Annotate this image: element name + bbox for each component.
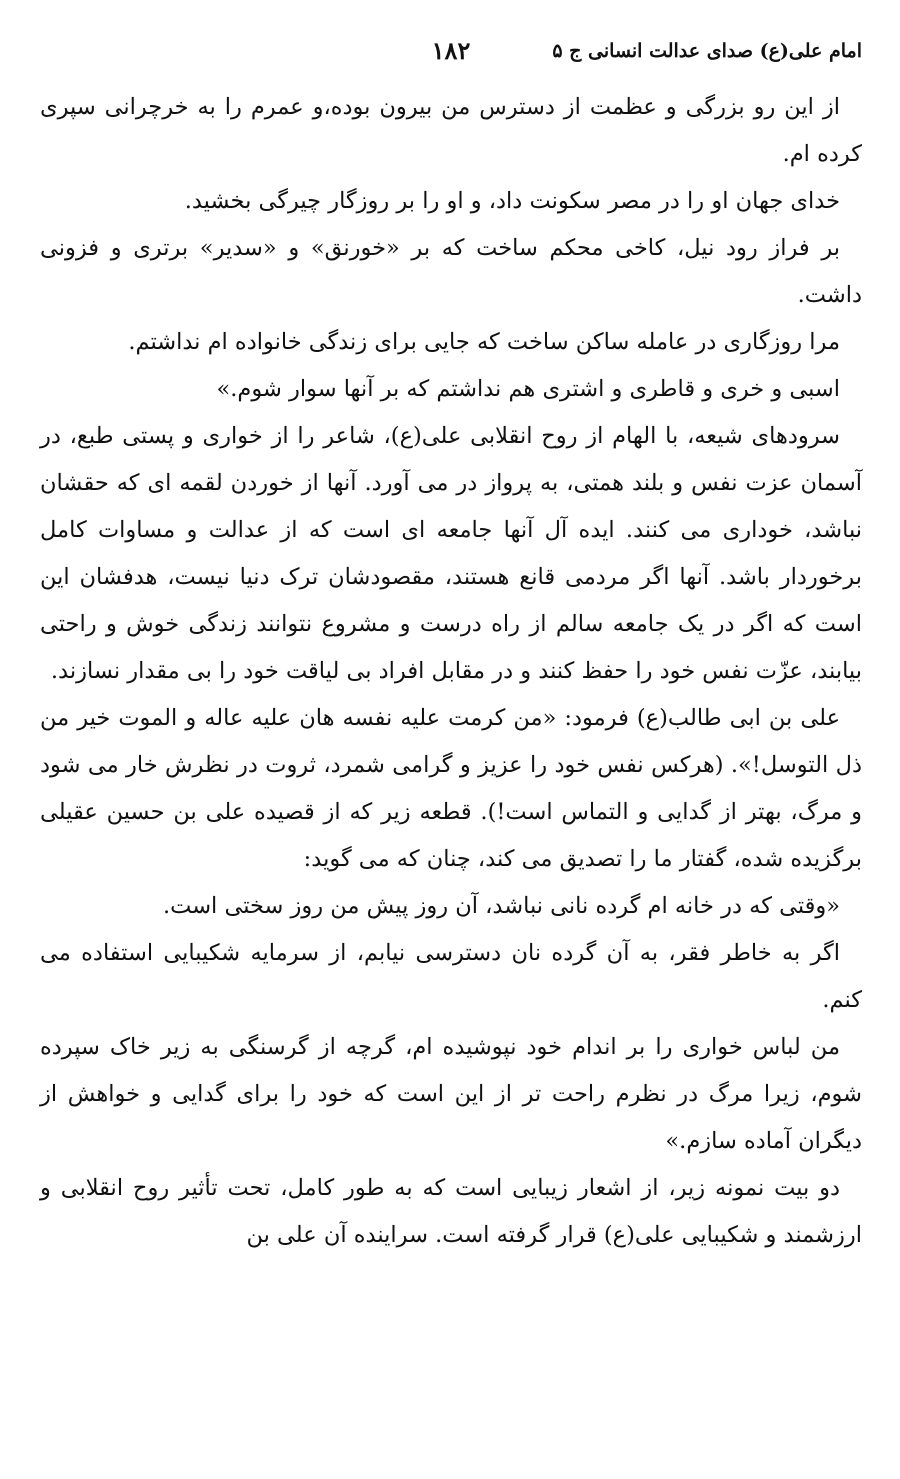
paragraph-poem-line-2: اگر به خاطر فقر، به آن گرده نان دسترسی نیابم، از سرمایه شکیبایی استفاده می کنم. bbox=[40, 940, 862, 1013]
paragraph-verse-4: مرا روزگاری در عامله ساکن ساخت که جایی برای زندگی خانواده ام نداشتم. bbox=[128, 329, 840, 355]
paragraph-verse-1: از این رو بزرگی و عظمت از دسترس من بیرون بوده،و عمرم را به خرچرانی سپری کرده ام. bbox=[40, 94, 862, 167]
paragraph-shia-poems: سرودهای شیعه، با الهام از روح انقلابی علی(ع)، شاعر را از خواری و پستی طبع، در آسمان عزت نفس و بلند همتی، به پرواز در می آورد. آنها از خوردن لقمه ای که حقشان نباشد، خوداری می کنند. ایده آل آنها جامعه ای است که از عدالت و مساوات کامل برخوردار باشد. آنها اگر مردمی قانع هستند، مقصودشان ترک دنیا نیست، هدفشان این است که اگر در یک جامعه سالم از راه درست و مشروع نتوانند زندگی خوش و راحتی بیابند، عزّت نفس خود را حفظ کنند و در مقابل افراد بی لیاقت خود را بی مقدار نسازند. bbox=[40, 423, 862, 684]
paragraph-verse-2: خدای جهان او را در مصر سکونت داد، و او را بر روزگار چیرگی بخشید. bbox=[184, 188, 840, 214]
page-number: ۱۸۲ bbox=[431, 36, 471, 65]
paragraph-verse-3: بر فراز رود نیل، کاخی محکم ساخت که بر «خورنق» و «سدیر» برتری و فزونی داشت. bbox=[40, 235, 862, 308]
page-body bbox=[40, 84, 862, 1259]
paragraph-two-verses: دو بیت نمونه زیر، از اشعار زیبایی است که به طور کامل، تحت تأثیر روح انقلابی و ارزشمند و شکیبایی علی(ع) قرار گرفته است. سراینده آن علی بن bbox=[40, 1175, 862, 1248]
paragraph-poem-line-3: من لباس خواری را بر اندام خود نپوشیده ام، گرچه از گرسنگی به زیر خاک سپرده شوم، زیرا مرگ در نظرم راحت تر از این است که خود را برای گدایی و خواهش از دیگران آماده سازم.» bbox=[40, 1034, 862, 1154]
paragraph-ali-quote: علی بن ابی طالب(ع) فرمود: «من کرمت علیه نفسه هان علیه عاله و الموت خیر من ذل التوسل!». (هرکس نفس خود را عزیز و گرامی شمرد، ثروت در نظرش خار می شود و مرگ، بهتر از گدایی و التماس است!). قطعه زیر که از قصیده علی بن حسین عقیلی برگزیده شده، گفتار ما را تصدیق می کند، چنان که می گوید: bbox=[40, 705, 862, 872]
book-title: امام علی(ع) صدای عدالت انسانی ج ۵ bbox=[552, 40, 862, 62]
book-page bbox=[40, 30, 862, 1470]
paragraph-poem-line-1: «وقتی که در خانه ام گرده نانی نباشد، آن روز پیش من روز سختی است. bbox=[162, 893, 840, 919]
paragraph-verse-5: اسبی و خری و قاطری و اشتری هم نداشتم که بر آنها سوار شوم.» bbox=[216, 376, 840, 402]
page-header bbox=[40, 30, 862, 84]
